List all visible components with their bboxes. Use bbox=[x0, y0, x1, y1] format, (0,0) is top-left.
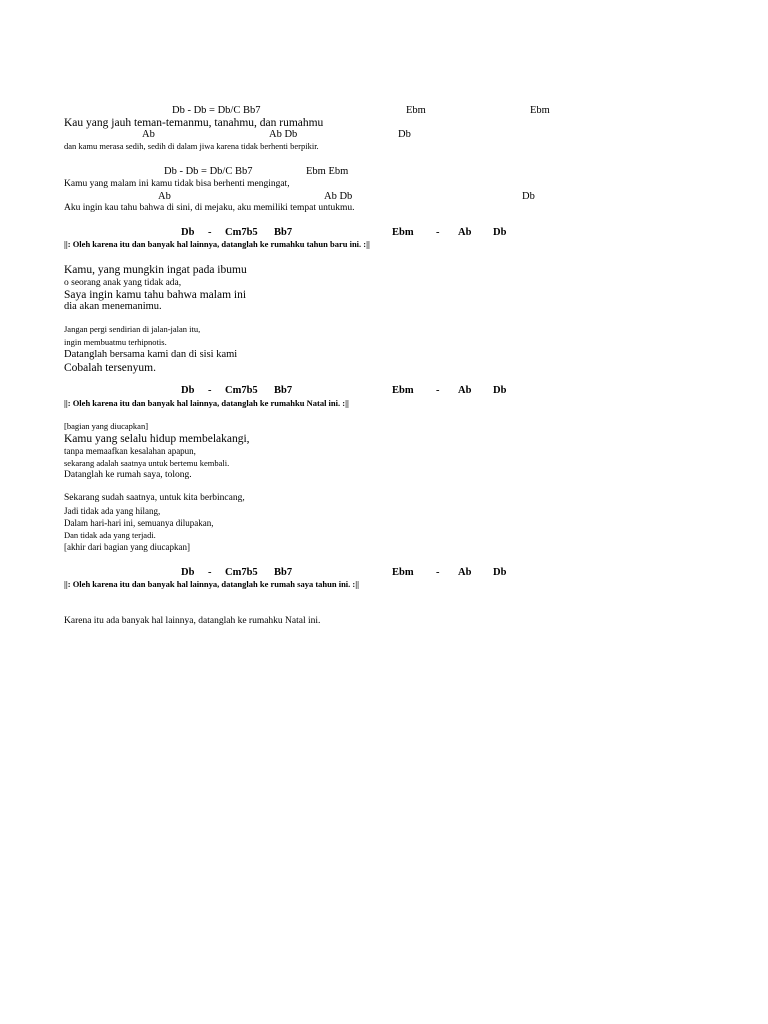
chorus-line: ||: Oleh karena itu dan banyak hal lainnya, datanglah ke rumah saya tahun ini. :|| bbox=[64, 579, 359, 589]
lyric-line: Datanglah ke rumah saya, tolong. bbox=[64, 470, 192, 480]
chord: - bbox=[208, 385, 212, 396]
chord: Db bbox=[493, 385, 507, 396]
spoken-marker: [akhir dari bagian yang diucapkan] bbox=[64, 542, 190, 552]
lyric-line: Dan tidak ada yang terjadi. bbox=[64, 530, 156, 540]
chord: Ebm Ebm bbox=[306, 166, 349, 177]
chord: Ebm bbox=[530, 105, 550, 116]
chord: Db bbox=[522, 191, 535, 202]
lyric-line: Kau yang jauh teman-temanmu, tanahmu, dan rumahmu bbox=[64, 117, 324, 129]
chord: - bbox=[208, 227, 212, 238]
chorus-line: ||: Oleh karena itu dan banyak hal lainnya, datanglah ke rumahku tahun baru ini. :|| bbox=[64, 239, 370, 249]
chord-line: Db - Db = Db/C Bb7 bbox=[164, 166, 253, 177]
lyric-line: Kamu yang selalu hidup membelakangi, bbox=[64, 433, 250, 445]
chord-line: Db - Db = Db/C Bb7 bbox=[172, 105, 261, 116]
lyric-line: ingin membuatmu terhipnotis. bbox=[64, 337, 167, 347]
lyric-line: Datanglah bersama kami dan di sisi kami bbox=[64, 349, 238, 360]
chord: Bb7 bbox=[274, 385, 293, 396]
lyric-line: o seorang anak yang tidak ada, bbox=[64, 278, 182, 288]
chord: Db bbox=[493, 227, 507, 238]
chord: Cm7b5 bbox=[225, 567, 258, 578]
chord: Ebm bbox=[392, 567, 414, 578]
chord: Ebm bbox=[392, 227, 414, 238]
chord: Bb7 bbox=[274, 567, 293, 578]
chord: Ebm bbox=[406, 105, 426, 116]
chord: Ab bbox=[458, 385, 472, 396]
lyric-line: sekarang adalah saatnya untuk bertemu kembali. bbox=[64, 458, 230, 468]
chord: Ab bbox=[458, 567, 472, 578]
lyric-line: Kamu yang malam ini kamu tidak bisa berhenti mengingat, bbox=[64, 179, 290, 189]
lyric-line: Saya ingin kamu tahu bahwa malam ini bbox=[64, 289, 247, 301]
chord: - bbox=[208, 567, 212, 578]
chord: Cm7b5 bbox=[225, 385, 258, 396]
chord: - bbox=[436, 227, 440, 238]
chorus-line: ||: Oleh karena itu dan banyak hal lainnya, datanglah ke rumahku Natal ini. :|| bbox=[64, 398, 349, 408]
lyric-line: Kamu, yang mungkin ingat pada ibumu bbox=[64, 264, 247, 276]
chord: Db bbox=[181, 567, 195, 578]
lyric-line: tanpa memaafkan kesalahan apapun, bbox=[64, 446, 196, 456]
chord: Cm7b5 bbox=[225, 227, 258, 238]
chord: Ab Db bbox=[269, 129, 298, 140]
chord: Bb7 bbox=[274, 227, 293, 238]
chord: Ab bbox=[158, 191, 171, 202]
chord: Ab Db bbox=[324, 191, 353, 202]
chord: - bbox=[436, 385, 440, 396]
lyric-line: Dalam hari-hari ini, semuanya dilupakan, bbox=[64, 518, 214, 528]
chord: Ab bbox=[458, 227, 472, 238]
chord: Db bbox=[493, 567, 507, 578]
chord: Ebm bbox=[392, 385, 414, 396]
lyric-line: Jadi tidak ada yang hilang, bbox=[64, 506, 161, 516]
lyric-line: Cobalah tersenyum. bbox=[64, 362, 156, 374]
spoken-marker: [bagian yang diucapkan] bbox=[64, 421, 149, 431]
chord: Db bbox=[181, 227, 195, 238]
lyric-line: dan kamu merasa sedih, sedih di dalam jiwa karena tidak berhenti berpikir. bbox=[64, 141, 319, 151]
chord: Db bbox=[398, 129, 411, 140]
ending-line: Karena itu ada banyak hal lainnya, datanglah ke rumahku Natal ini. bbox=[64, 616, 321, 626]
chord: Db bbox=[181, 385, 195, 396]
lyric-line: Jangan pergi sendirian di jalan-jalan itu, bbox=[64, 324, 201, 334]
chord: Ab bbox=[142, 129, 155, 140]
lyric-line: Sekarang sudah saatnya, untuk kita berbincang, bbox=[64, 493, 245, 503]
chord: - bbox=[436, 567, 440, 578]
lyric-line: dia akan menemanimu. bbox=[64, 301, 162, 312]
lyric-line: Aku ingin kau tahu bahwa di sini, di mejaku, aku memiliki tempat untukmu. bbox=[64, 203, 355, 213]
